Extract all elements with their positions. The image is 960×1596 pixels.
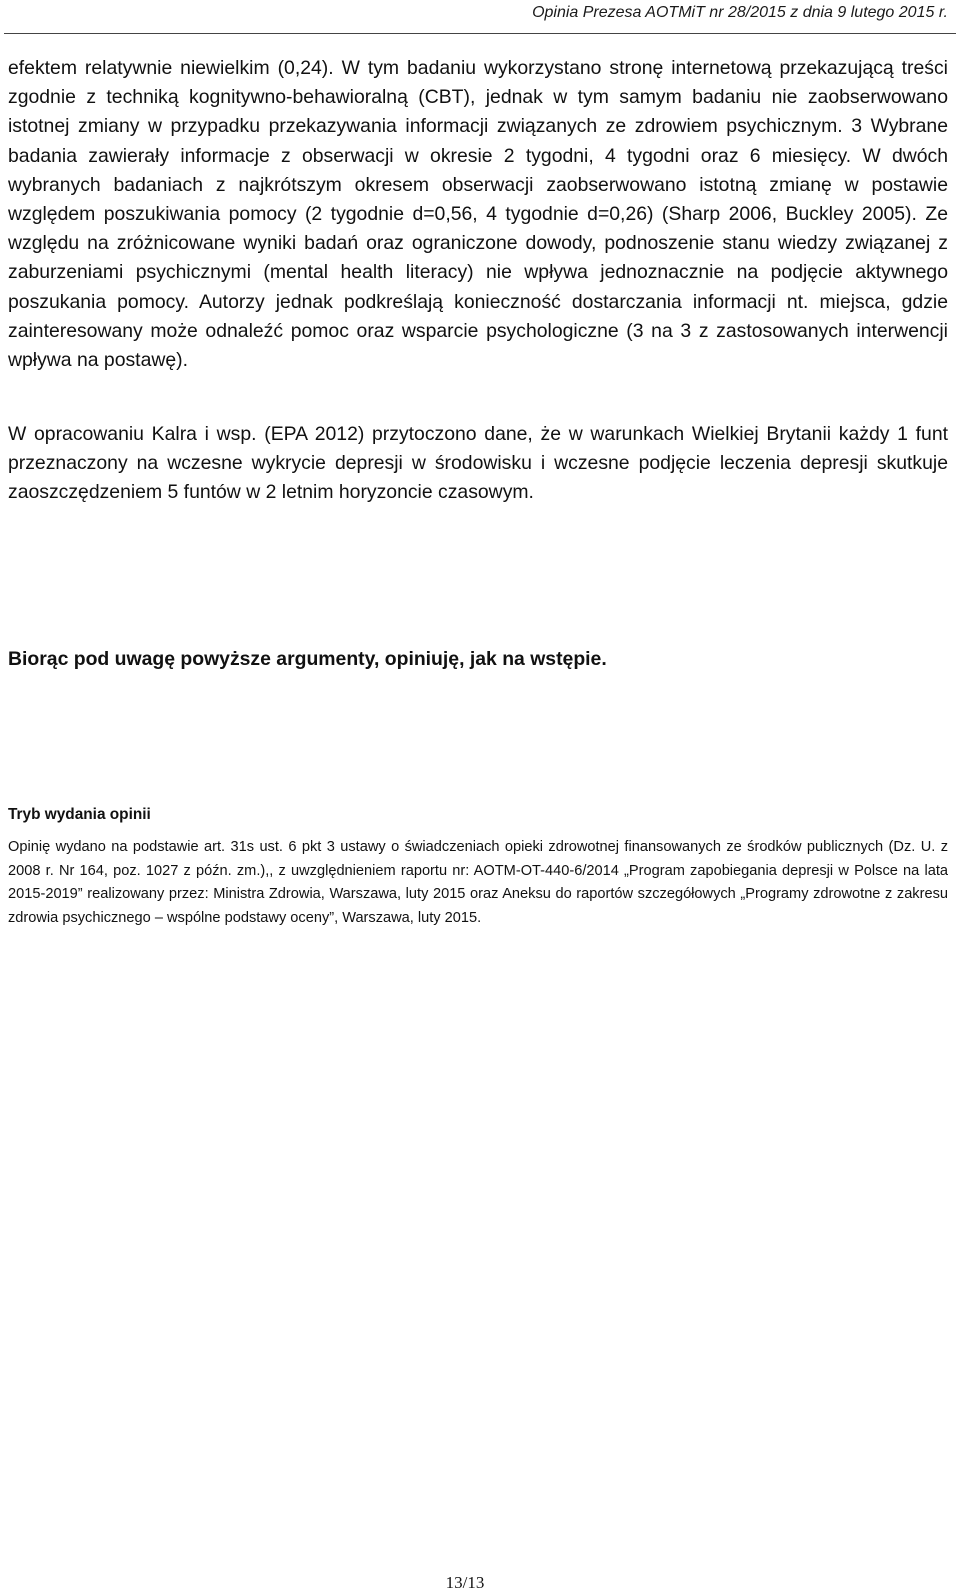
body-paragraph-1: efektem relatywnie niewielkim (0,24). W tym badaniu wykorzystano stronę internetową przekazującą treści zgodnie z techniką kognitywno-behawioralną (CBT), jednak w tym samym badaniu nie zaobserwowano istotnej zmiany w przypadku przekazywania informacji związanych ze zdrowiem psychicznym. 3 Wybrane badania zawierały informacje z obserwacji w okresie 2 tygodni, 4 tygodni oraz 6 miesięcy. W dwóch wybranych badaniach z najkrótszym okresem obserwacji zaobserwowano istotną zmianę w postawie względem poszukiwania pomocy (2 tygodnie d=0,56, 4 tygodnie d=0,26) (Sharp 2006, Buckley 2005). Ze względu na zróżnicowane wyniki badań oraz ograniczone dowody, podnoszenie stanu wiedzy związanej z zaburzeniami psychicznymi (mental health literacy) nie wpływa jednoznacznie na podjęcie aktywnego poszukania pomocy. Autorzy jednak podkreślają konieczność dostarczania informacji nt. miejsca, gdzie zainteresowany może odnaleźć pomoc oraz wsparcie psychologiczne (3 na 3 z zastosowanych interwencji wpływa na postawę). (8, 57, 948, 372)
page-header-title: Opinia Prezesa AOTMiT nr 28/2015 z dnia 9 lutego 2015 r. (532, 4, 948, 21)
header-divider (4, 33, 956, 34)
opinion-statement: Biorąc pod uwagę powyższe argumenty, opiniuję, jak na wstępie. (8, 648, 607, 670)
page-number: 13/13 (445, 1573, 485, 1592)
section-paragraph-tryb-wydania: Opinię wydano na podstawie art. 31s ust. 6 pkt 3 ustawy o świadczeniach opieki zdrowotnej finansowanych ze środków publicznych (Dz. U. z 2008 r. Nr 164, poz. 1027 z późn. zm.),, z uwzględnieniem raportu nr: AOTM-OT-440-6/2014 „Program zapobiegania depresji w Polsce na lata 2015-2019” realizowany przez: Ministra Zdrowia, Warszawa, luty 2015 oraz Aneksu do raportów szczegółowych „Programy zdrowotne z zakresu zdrowia psychicznego – wspólne podstawy oceny”, Warszawa, luty 2015. (8, 839, 948, 926)
body-paragraph-2: W opracowaniu Kalra i wsp. (EPA 2012) przytoczono dane, że w warunkach Wielkiej Brytanii każdy 1 funt przeznaczony na wczesne wykrycie depresji w środowisku i wczesne podjęcie leczenia depresji skutkuje zaoszczędzeniem 5 funtów w 2 letnim horyzoncie czasowym. (8, 423, 948, 504)
section-heading-tryb-wydania: Tryb wydania opinii (8, 806, 151, 823)
